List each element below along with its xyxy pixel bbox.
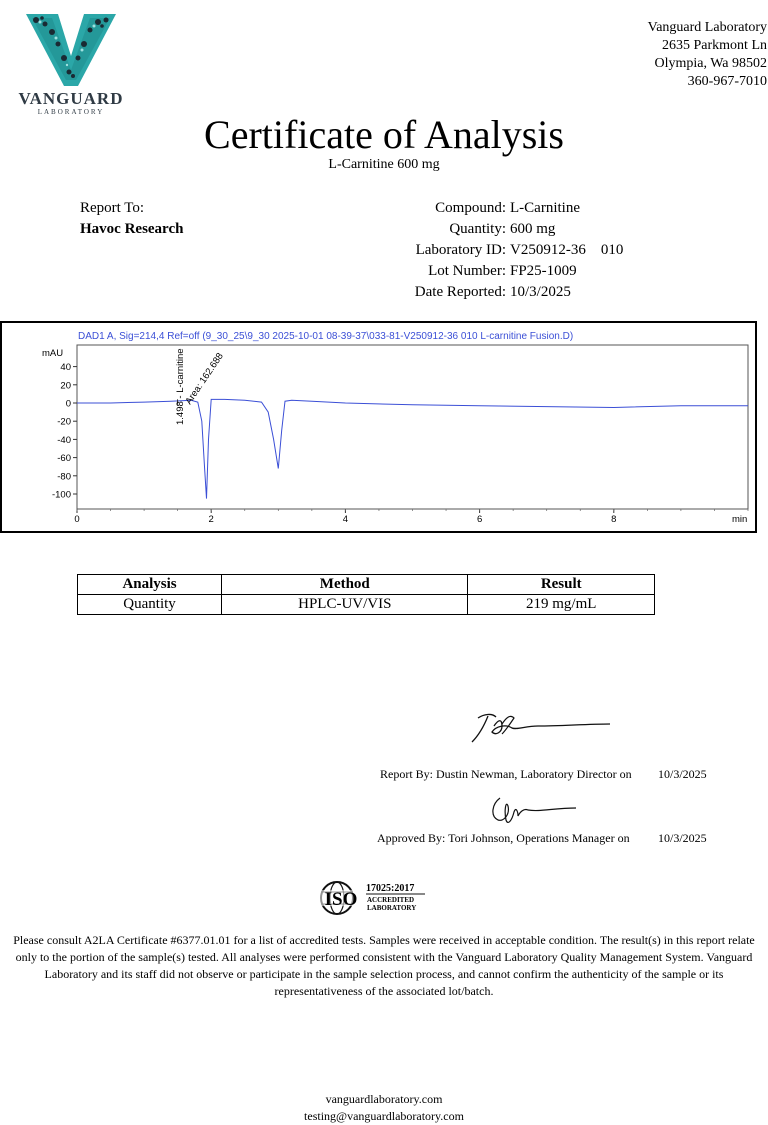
lab-city: Olympia, Wa 98502	[654, 56, 767, 71]
report-to-label: Report To:	[80, 200, 145, 216]
info-label: Date Reported:	[414, 284, 506, 300]
x-tick-label: 6	[476, 514, 483, 525]
y-tick-label: -60	[57, 453, 71, 465]
page-title: Certificate of Analysis	[204, 112, 564, 157]
info-label: Compound:	[435, 200, 506, 216]
x-tick-label: 4	[342, 514, 349, 525]
info-value: FP25-1009	[510, 263, 577, 279]
x-axis-unit: min	[732, 514, 748, 525]
info-label: Lot Number:	[428, 263, 506, 279]
y-axis-unit: mAU	[42, 348, 64, 359]
x-tick-label: 8	[611, 514, 617, 525]
chromatogram-plot	[2, 323, 755, 531]
info-value: 10/3/2025	[510, 284, 571, 300]
lab-street: 2635 Parkmont Ln	[662, 38, 767, 53]
info-label: Quantity:	[449, 221, 506, 237]
iso-standard: 17025:2017	[366, 883, 415, 894]
y-tick-label: 20	[60, 380, 71, 392]
cell-analysis: Quantity	[78, 595, 222, 615]
info-row	[380, 261, 623, 282]
info-value: 600 mg	[510, 221, 556, 237]
y-tick-label: 0	[65, 398, 71, 410]
column-header-analysis: Analysis	[78, 575, 222, 595]
iso-text: ISO	[324, 889, 358, 910]
lab-phone: 360-967-7010	[687, 74, 767, 89]
info-value: L-Carnitine	[510, 200, 580, 216]
logo-subtext: LABORATORY	[37, 108, 105, 116]
info-row	[380, 219, 623, 240]
column-header-method: Method	[222, 575, 468, 595]
approved-by-line: Approved By: Tori Johnson, Operations Manager on	[377, 831, 630, 845]
footer-website[interactable]: vanguardlaboratory.com	[325, 1092, 443, 1106]
info-row	[380, 282, 623, 303]
approved-date: 10/3/2025	[658, 831, 707, 845]
report-by-line: Report By: Dustin Newman, Laboratory Director on	[380, 767, 632, 781]
chromatogram	[0, 321, 757, 533]
vanguard-logo	[12, 10, 130, 114]
sample-info	[380, 198, 623, 303]
info-value: V250912-36 010	[510, 242, 624, 258]
lab-name: Vanguard Laboratory	[647, 20, 767, 35]
info-row	[380, 240, 623, 261]
lab-address	[507, 19, 768, 91]
client-name: Havoc Research	[80, 221, 184, 237]
disclaimer-text: Please consult A2LA Certificate #6377.01.01 for a list of accredited tests. Samples were received in acceptable condition. The result(s) in this report relate only to the portion of the sample(s) tested. All analyses were performed consistent with the Vanguard Laboratory Quality Management System. Vanguard Laboratory and its staff did not observe or participate in the sample selection process, and cannot confirm the authenticity of the sample or its representativeness of the associated lot/batch.	[13, 933, 755, 998]
info-label: Laboratory ID:	[415, 242, 506, 258]
cell-result: 219 mg/mL	[468, 595, 655, 615]
iso-line2: LABORATORY	[367, 904, 417, 912]
report-to-block	[80, 198, 183, 240]
logo-wordmark: VANGUARD	[18, 89, 124, 108]
report-date: 10/3/2025	[658, 767, 707, 781]
y-tick-label: -100	[51, 489, 71, 501]
column-header-result: Result	[468, 575, 655, 595]
y-tick-label: -40	[57, 434, 71, 446]
y-tick-label: 40	[60, 362, 71, 374]
table-row	[78, 595, 655, 615]
info-row	[380, 198, 623, 219]
y-tick-label: -80	[57, 471, 71, 483]
chromatogram-header: DAD1 A, Sig=214,4 Ref=off (9_30_25\9_30 2025-10-01 08-39-37\033-81-V250912-36 010 L-carnitine Fusion.D)	[78, 331, 574, 342]
area-label: Area: 162.688	[183, 351, 226, 407]
cell-method: HPLC-UV/VIS	[222, 595, 468, 615]
footer-email[interactable]: testing@vanguardlaboratory.com	[304, 1109, 464, 1123]
x-tick-label: 2	[208, 514, 214, 525]
x-tick-label: 0	[74, 514, 80, 525]
page-subtitle: L-Carnitine 600 mg	[328, 157, 440, 172]
table-header-row	[78, 575, 655, 595]
iso-line1: ACCREDITED	[367, 896, 415, 904]
manager-signature-image	[484, 790, 584, 828]
page-footer	[0, 1091, 768, 1125]
y-tick-label: -20	[57, 416, 71, 428]
results-table	[77, 574, 655, 615]
peak-label: 1.498 - L-carnitine	[175, 348, 186, 425]
plot-area	[52, 345, 748, 525]
logo-v-mark-icon	[12, 10, 130, 90]
iso-accreditation-badge	[319, 880, 429, 916]
director-signature-image	[466, 704, 616, 750]
